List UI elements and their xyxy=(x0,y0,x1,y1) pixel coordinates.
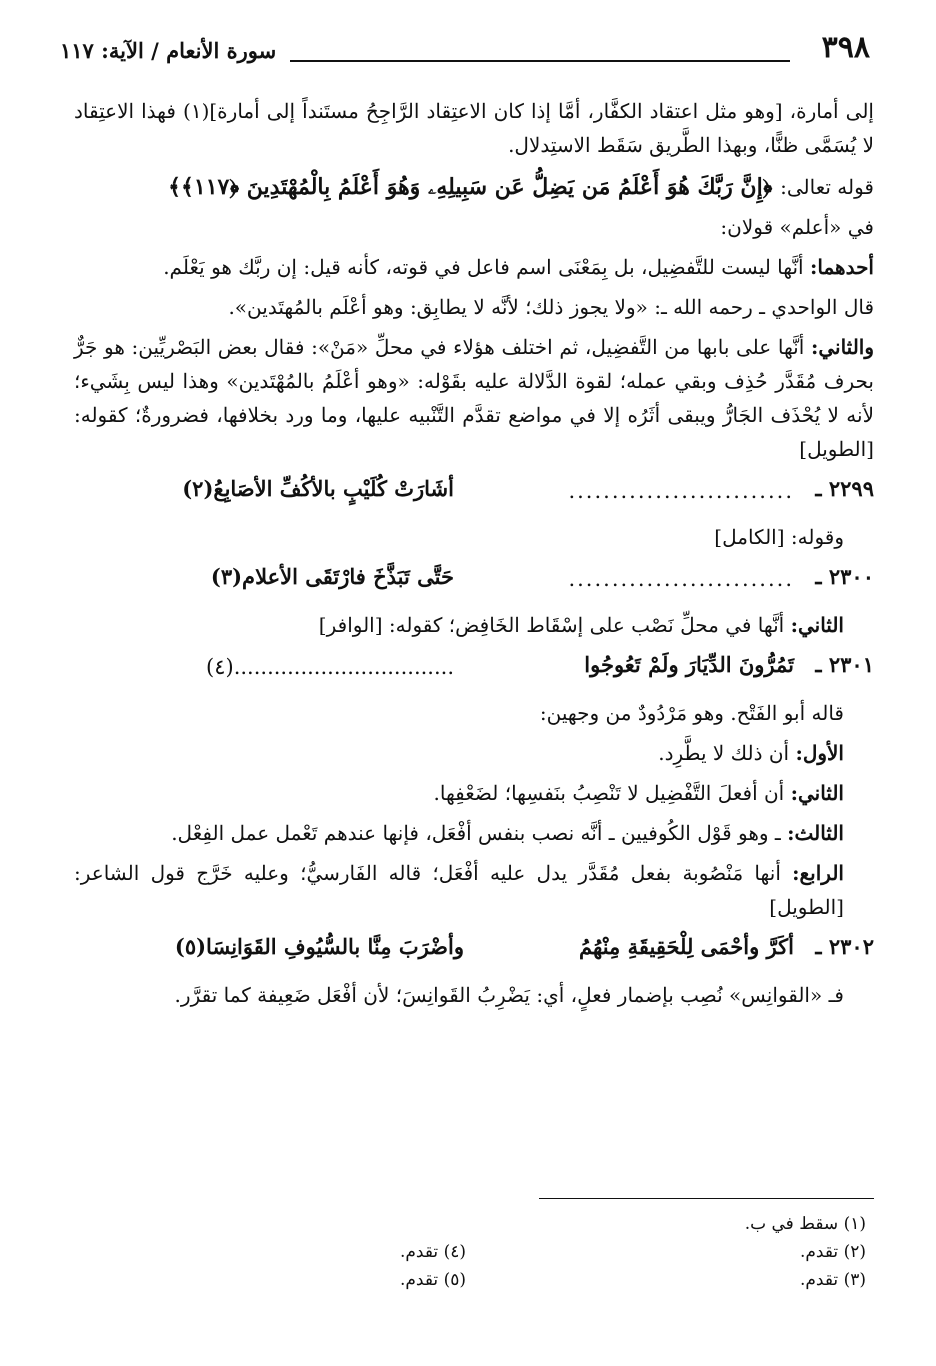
label-fourth: الرابع: xyxy=(792,861,844,885)
paragraph-13-text: أنها مَنْصُوبة بفعل مُقَدَّر يدل عليه أفْعَل؛ قاله الفَارسيُّ؛ وعليه خَرَّج قول الشاعر: [الطويل] xyxy=(74,861,844,919)
poem-hemistich: تَمُرُّونَ الدِّيَارَ ولَمْ تَعُوجُوا xyxy=(584,652,794,677)
paragraph-8 xyxy=(74,608,874,642)
paragraph-10 xyxy=(74,736,874,770)
footnote-4: (٤) تقدم. xyxy=(399,1242,466,1262)
poem-ellipsis: .......................... xyxy=(568,479,794,503)
paragraph-11 xyxy=(74,776,874,810)
paragraph-1: إلى أمارة، [وهو مثل اعتقاد الكفَّار، أمَّا إذا كان الاعتِقاد الرَّاجِحُ مستَنداً إلى أمارة](١) فهذا الاعتِقاد لا يُسَمَّى ظنًّا، وبهذا الطَّريق سَقَط الاستِدلال. xyxy=(74,99,874,157)
footnote-rule xyxy=(539,1198,874,1199)
paragraph-11-text: أن أفعلَ التَّفْضِيل لا تَنْصِبُ بنَفسِها؛ لضَعْفِها. xyxy=(433,781,785,805)
poem-first-hemistich: أكَرَّ وأحْمَى لِلْحَقِيقَةِ مِنْهُمُ xyxy=(579,934,794,959)
label-third: الثالث: xyxy=(787,821,844,845)
poem-number: ٢٢٩٩ ـ xyxy=(815,476,874,501)
paragraph-12 xyxy=(74,816,874,850)
paragraph-4-text: أنَّها ليست للتَّفضِيل، بل بِمَعْنَى اسم فاعل في قوته، كأنه قيل: إن ربَّك هو يَعْلَم. xyxy=(163,255,804,279)
poem-number: ٢٣٠٢ ـ xyxy=(815,934,874,959)
footnote-3: (٣) تقدم. xyxy=(799,1270,866,1290)
paragraph-14: فـ «القوانِس» نُصِب بإضمار فعلٍ، أي: يَضْرِبُ القَوانِسَ؛ لأن أفْعَل ضَعِيفة كما تقرَّر. xyxy=(174,983,844,1007)
verse-intro: قوله تعالى: xyxy=(780,175,874,199)
label-first-objection: الأول: xyxy=(795,741,844,765)
page-header xyxy=(60,30,870,70)
poem-ellipsis: .................................(٤) xyxy=(206,655,454,679)
label-second-objection: الثاني: xyxy=(790,781,844,805)
running-title: سورة الأنعام / الآية: ١١٧ xyxy=(60,38,277,63)
label-second: والثاني: xyxy=(810,335,875,359)
footnote-2: (٢) تقدم. xyxy=(799,1242,866,1262)
paragraph-12-text: ـ وهو قَوْل الكُوفيين ـ أنَّه نصب بنفس أفْعَل، فإنها عندهم تَعْمل عمل الفِعْل. xyxy=(171,821,781,845)
poem-hemistich: حَتَّى تَبَذَّخَ فارْتَقَى الأعلام(٣) xyxy=(210,564,454,589)
paragraph-6 xyxy=(74,330,874,466)
paragraph-8-text: أنَّها في محلِّ نَصْب على إسْقَاط الخَافِض؛ كقوله: [الوافر] xyxy=(318,613,785,637)
poem-2301 xyxy=(74,648,874,692)
poem-ellipsis: .......................... xyxy=(568,567,794,591)
paragraph-4 xyxy=(74,250,874,284)
main-text xyxy=(74,94,874,1018)
poem-second-hemistich: وأضْرَبَ مِنَّا بالسُّيُوفِ القَوَانِسَا(٥) xyxy=(174,934,464,959)
paragraph-9: قاله أبو الفَتْح. وهو مَرْدُودٌ من وجهين: xyxy=(539,701,844,725)
footnote-column-left xyxy=(266,1238,466,1294)
paragraph-6-text: أنَّها على بابها من التَّفضِيل، ثم اختلف هؤلاء في محلِّ «مَنْ»: فقال بعض البَصْريِّين: هو جَرٌّ بحرف مُقَدَّر حُذِف وبقي عمله؛ لقوة الدَّلالة عليه بقَوْله: «وهو أعْلَمُ بالمُهْتَدين» وهذا ليس بِشَيء؛ لأنه لا يُحْذَف الجَارُّ ويبقى أثَرُه إلا في مواضع تقدَّم التَّنْبيه عليها، وما ورد بخلافها، فضرورةٌ؛ كقوله: [الطويل] xyxy=(74,335,874,461)
poem-hemistich: أشَارَتْ كُلَيْبٍ بالأكُفِّ الأصَابِعُ(٢) xyxy=(182,476,454,501)
label-second: الثاني: xyxy=(790,613,844,637)
poem-2302 xyxy=(74,930,874,974)
header-rule xyxy=(290,60,790,62)
paragraph-13 xyxy=(74,856,874,924)
paragraph-10-text: أن ذلك لا يطَّرِد. xyxy=(658,741,790,765)
footnote-5: (٥) تقدم. xyxy=(399,1270,466,1290)
quran-verse: ﴿إِنَّ رَبَّكَ هُوَ أَعْلَمُ مَن يَضِلُّ عَن سَبِيلِهِۦ وَهُوَ أَعْلَمُ بِالْمُهْتَدِينَ ﴿١١٧﴾﴾ xyxy=(168,174,773,200)
page-number: ٣٩٨ xyxy=(821,30,870,65)
poem-number: ٢٣٠١ ـ xyxy=(815,652,874,677)
paragraph-7: وقوله: [الكامل] xyxy=(714,525,844,549)
poem-2299 xyxy=(74,472,874,516)
poem-2300 xyxy=(74,560,874,604)
label-first: أحدهما: xyxy=(809,255,874,279)
quran-verse-paragraph xyxy=(74,170,874,204)
paragraph-3: في «أعلم» قولان: xyxy=(720,215,874,239)
paragraph-5: قال الواحدي ـ رحمه الله ـ: «ولا يجوز ذلك؛ لأنَّه لا يطابِق: وهو أعْلَم بالمُهتَدين». xyxy=(228,295,874,319)
poem-number: ٢٣٠٠ ـ xyxy=(815,564,874,589)
footnote-column-right xyxy=(566,1210,866,1294)
footnote-1: (١) سقط في ب. xyxy=(744,1214,866,1234)
